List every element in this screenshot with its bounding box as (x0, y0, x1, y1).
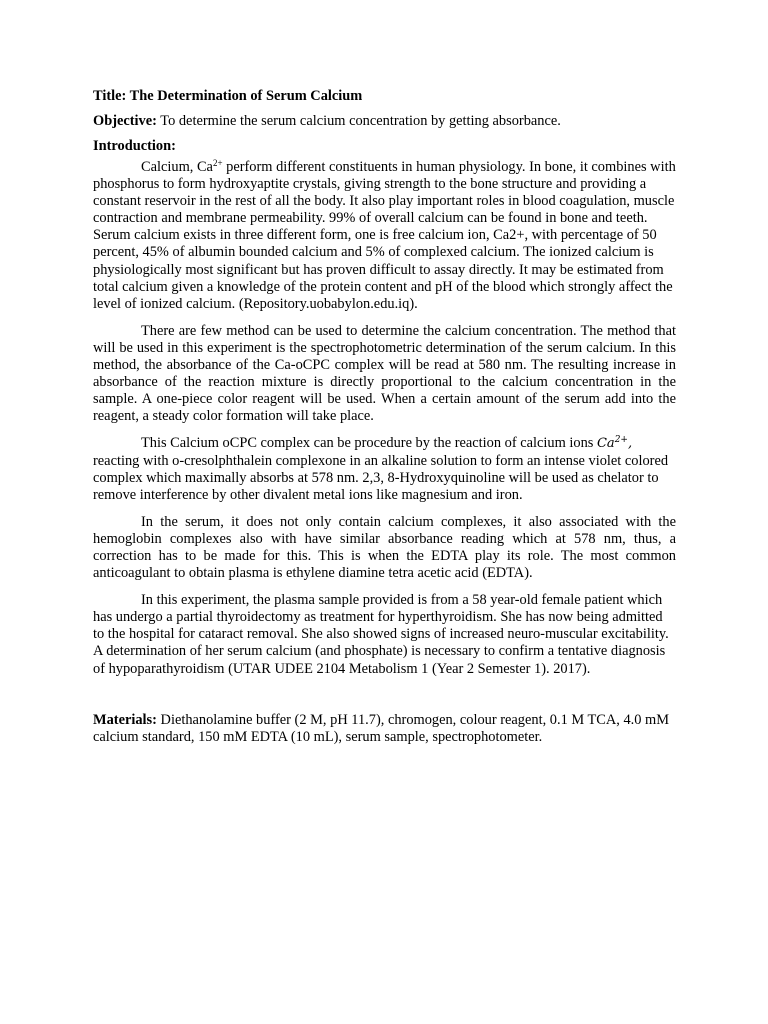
materials-label: Materials: (93, 711, 157, 728)
intro-paragraph-2: There are few method can be used to determine the calcium concentration. The method that will be used in this experiment is the spectrophotometric determination of the serum calcium. In this method, the absorbance of the Ca-oCPC complex will be read at 580 nm. The resulting increase in absorbance of the reaction mixture is directly proportional to the calcium concentration in the sample. A one-piece color reagent will be used. When a certain amount of the serum add into the reagent, a steady color formation will take place. (93, 322, 676, 425)
introduction-heading: Introduction: (93, 138, 176, 154)
title-label: Title: (93, 88, 127, 104)
formula-superscript: 2+ (614, 435, 628, 446)
objective-label: Objective: (93, 113, 157, 129)
intro-paragraph-3 (93, 435, 676, 503)
intro-paragraph-1 (93, 159, 676, 313)
objective-text: To determine the serum calcium concentration by getting absorbance. (160, 113, 561, 129)
formula-base: Ca (596, 436, 615, 452)
document-title (93, 88, 676, 105)
p3-lead: This Calcium oCPC complex can be procedure by the reaction of calcium ions (141, 435, 597, 452)
p1-lead: Calcium, Ca (141, 159, 213, 175)
title-text: The Determination of Serum Calcium (129, 88, 363, 104)
p1-rest: perform different constituents in human physiology. In bone, it combines with phosphorus to form hydroxyaptite crystals, giving strength to the bone structure and providing a constant reservoir in the rest of all the body. It also play important roles in blood coagulation, muscle contraction and membrane permeability. 99% of overall calcium can be found in bone and teeth. Serum calcium exists in three different form, one is free calcium ion, Ca2+, with percentage of 50 percent, 45% of albumin bounded calcium and 5% of complexed calcium. The ionized calcium is physiologically most significant but has proven difficult to assay directly. It may be estimated from total calcium given a knowledge of the protein content and pH of the blood which strongly affect the level of ionized calcium. (Repository.uobabylon.edu.iq). (93, 159, 676, 312)
p1-superscript: 2+ (212, 158, 223, 168)
p3-rest: reacting with o-cresolphthalein complexone in an alkaline solution to form an intense violet colored complex which maximally absorbs at 578 nm. 2,3, 8-Hydroxyquinoline will be used as chelator to remove interference by other divalent metal ions like magnesium and iron. (93, 452, 669, 503)
materials-line (93, 712, 676, 746)
formula-tail: , (627, 436, 633, 452)
materials-text: Diethanolamine buffer (2 M, pH 11.7), chromogen, colour reagent, 0.1 M TCA, 4.0 mM calcium standard, 150 mM EDTA (10 mL), serum sample, spectrophotometer. (93, 711, 670, 745)
intro-paragraph-5: In this experiment, the plasma sample provided is from a 58 year-old female patient which has undergo a partial thyroidectomy as treatment for hyperthyroidism. She has now being admitted to the hospital for cataract removal. She also showed signs of increased neuro-muscular excitability. A determination of her serum calcium (and phosphate) is necessary to confirm a tentative diagnosis of hypoparathyroidism (UTAR UDEE 2104 Metabolism 1 (Year 2 Semester 1). 2017). (93, 592, 669, 677)
intro-paragraph-4: In the serum, it does not only contain calcium complexes, it also associated with the hemoglobin complexes also with have similar absorbance reading which at 578 nm, thus, a correction has to be made for this. This is when the EDTA play its role. The most common anticoagulant to obtain plasma is ethylene diamine tetra acetic acid (EDTA). (93, 513, 676, 582)
objective-line (93, 113, 676, 130)
calcium-ion-formula (597, 436, 632, 451)
